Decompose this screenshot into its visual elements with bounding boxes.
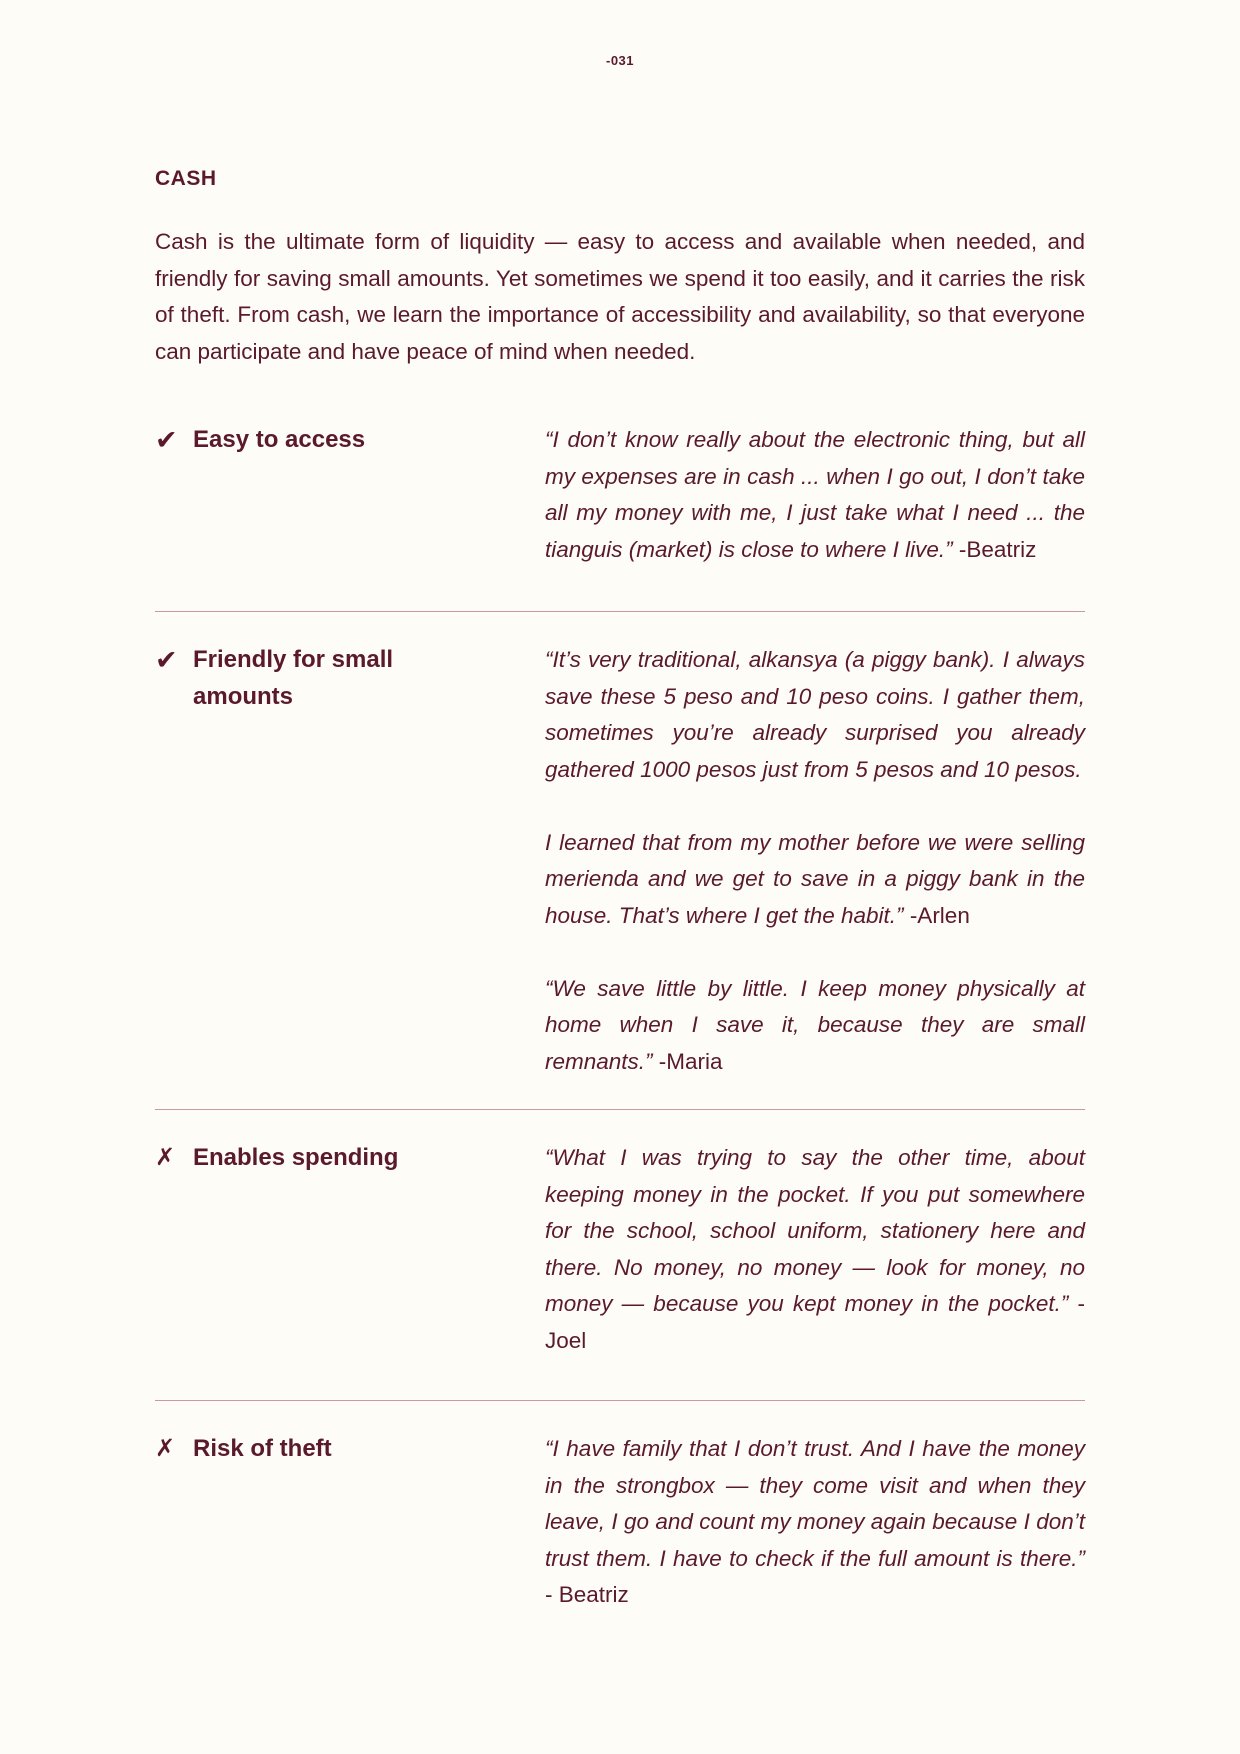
list-item	[155, 1401, 1085, 1614]
list-item	[155, 612, 1085, 1109]
quote	[545, 1140, 1085, 1359]
quote-text: “I have family that I don’t trust. And I have the money in the strongbox — they come visit and when they leave, I go and count my money again because I don’t trust them. I have to check if the full amount is there.”	[545, 1436, 1085, 1571]
list-item	[155, 1110, 1085, 1400]
list-item	[155, 422, 1085, 611]
quote-text: I learned that from my mother before we were selling merienda and we get to save in a piggy bank in the house. That’s where I get the habit.”	[545, 829, 1085, 928]
page-number: -031	[605, 53, 635, 68]
check-icon: ✔	[155, 425, 178, 455]
quote-attribution: - Beatriz	[545, 1582, 629, 1607]
quote-block	[545, 642, 1085, 1080]
item-label: Friendly for small amounts	[193, 646, 394, 710]
quote-attribution: -Beatriz	[952, 536, 1037, 562]
quote	[545, 1431, 1085, 1614]
quote-attribution: -Joel	[545, 1291, 1085, 1353]
check-icon: ✔	[155, 645, 178, 675]
item-label: Easy to access	[193, 426, 366, 453]
quote-block	[545, 1431, 1085, 1614]
section-title: CASH	[155, 167, 217, 190]
item-label: Risk of theft	[193, 1435, 332, 1462]
item-label: Enables spending	[193, 1144, 399, 1171]
cross-icon: ✗	[155, 1144, 176, 1171]
quote-text: “It’s very traditional, alkansya (a piggy bank). I always save these 5 peso and 10 peso coins. I gather them, sometimes you’re already surprised you already gathered 1000 pesos just from 5 pesos and 10 pesos.	[545, 647, 1085, 782]
cross-icon: ✗	[155, 1435, 176, 1462]
quote-block	[545, 1140, 1085, 1359]
quote-text: “I don’t know really about the electronic thing, but all my expenses are in cash ... when I go out, I don’t take all my money with me, I just take what I need ... the tianguis (market) is close to where I live.”	[545, 427, 1085, 562]
quote	[545, 642, 1085, 788]
quote-text: “We save little by little. I keep money physically at home when I save it, because they are small remnants.”	[545, 975, 1085, 1074]
quote-attribution: -Maria	[652, 1048, 723, 1074]
cash-section	[155, 160, 1085, 1614]
quote-text: “What I was trying to say the other time, about keeping money in the pocket. If you put somewhere for the school, school uniform, stationery here and there. No money, no money — look for money, no money — because you kept money in the pocket.”	[545, 1145, 1085, 1316]
quote-attribution: -Arlen	[903, 902, 970, 928]
quote	[545, 825, 1085, 935]
quote	[545, 422, 1085, 568]
quote-block	[545, 422, 1085, 568]
pros-cons-list	[155, 422, 1085, 1614]
section-intro: Cash is the ultimate form of liquidity — easy to access and available when needed, and friendly for saving small amounts. Yet sometimes we spend it too easily, and it carries the risk of theft. From cash, we learn the importance of accessibility and availability, so that everyone can participate and have peace of mind when needed.	[155, 229, 1085, 364]
quote	[545, 971, 1085, 1081]
